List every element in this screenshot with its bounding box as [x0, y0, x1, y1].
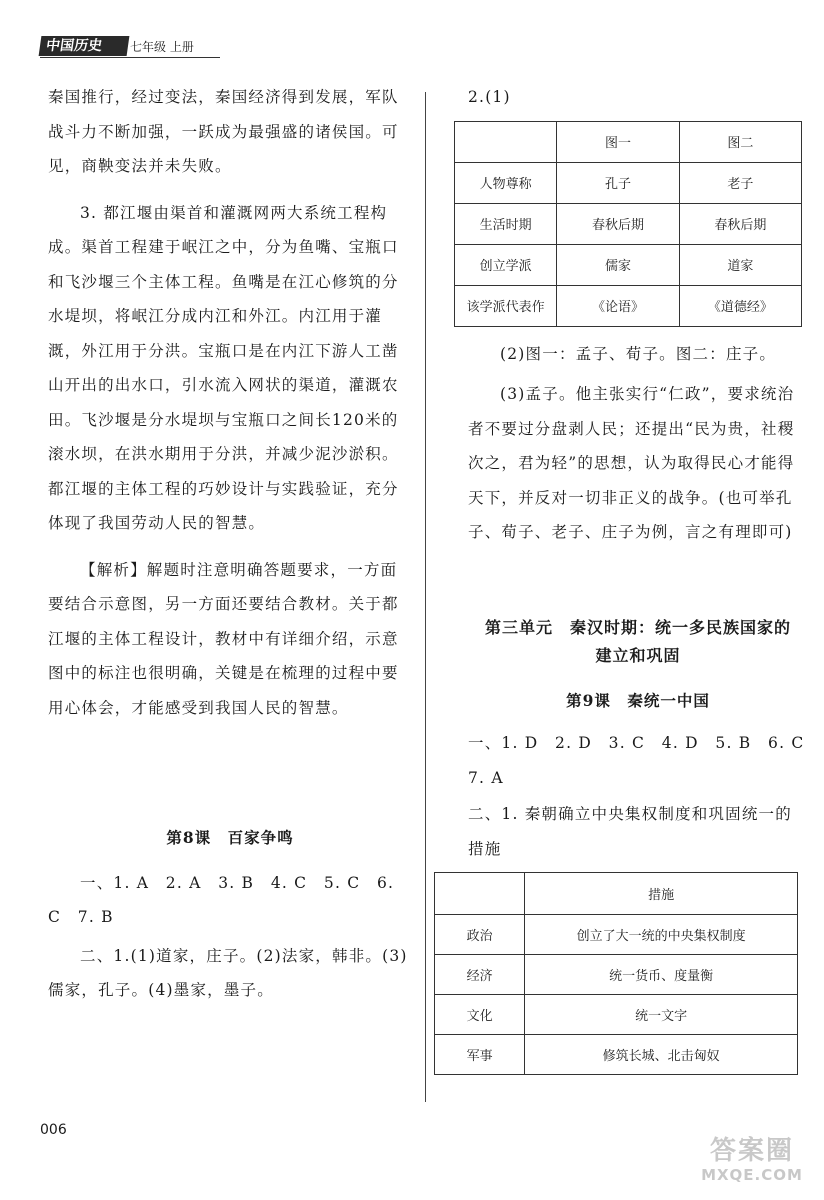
lesson-9-choice-answers: 一、1. D 2. D 3. C 4. D 5. B 6. C 7. A [468, 734, 822, 787]
table-cell: 《论语》 [557, 285, 679, 326]
table-cell: 文化 [435, 995, 525, 1035]
subject-label: 中国历史 [39, 36, 130, 56]
table-header-row [455, 121, 802, 162]
table-cell: 军事 [435, 1035, 525, 1075]
table-row [455, 244, 802, 285]
grade-label: 七年级 上册 [130, 40, 194, 54]
table-cell: 统一货币、度量衡 [525, 955, 798, 995]
table-cell: 老子 [679, 162, 801, 203]
lesson-9-q2-label: 二、1. 秦朝确立中央集权制度和巩固统一的措施 [468, 805, 792, 858]
table-cell: 儒家 [557, 244, 679, 285]
table-header-cell: 措施 [525, 873, 798, 915]
table-row [435, 1035, 798, 1075]
right-column [466, 80, 822, 1075]
table-cell: 春秋后期 [679, 203, 801, 244]
table-row [435, 995, 798, 1035]
table-cell: 政治 [435, 915, 525, 955]
thinkers-table [454, 121, 802, 327]
table-cell: 该学派代表作 [455, 285, 557, 326]
table-cell: 生活时期 [455, 203, 557, 244]
unit-3-title-line2: 建立和巩固 [595, 645, 681, 665]
table-header-cell: 图二 [679, 121, 801, 162]
table-header-cell [435, 873, 525, 915]
watermark-logo [692, 1136, 812, 1192]
table-row [455, 203, 802, 244]
table-cell: 创立学派 [455, 244, 557, 285]
table-cell: 春秋后期 [557, 203, 679, 244]
paragraph-shang-yang: 秦国推行，经过变法，秦国经济得到发展，军队战斗力不断加强，一跃成为最强盛的诸侯国。可见，商鞅变法并未失败。 [48, 88, 399, 175]
unit-3-title-line1: 第三单元 秦汉时期：统一多民族国家的 [484, 617, 791, 637]
left-column [48, 80, 412, 1008]
table-cell: 道家 [679, 244, 801, 285]
table-cell: 统一文字 [525, 995, 798, 1035]
table-header-cell: 图一 [557, 121, 679, 162]
table-header-row [435, 873, 798, 915]
table-cell: 《道德经》 [679, 285, 801, 326]
paragraph-dujiangyan: 3. 都江堰由渠首和灌溉网两大系统工程构成。渠首工程建于岷江之中，分为鱼嘴、宝瓶口和飞沙堰三个主体工程。鱼嘴是在江心修筑的分水堤坝，将岷江分成内江和外江。内江用于灌溉，外江用于分洪。宝瓶口是在内江下游人工凿山开出的出水口，引水流入网状的渠道，灌溉农田。飞沙堰是分水堤坝与宝瓶口之间长120米的滚水坝，在洪水期用于分洪，并减少泥沙淤积。都江堰的主体工程的巧妙设计与实践验证，充分体现了我国劳动人民的智慧。 [48, 203, 399, 532]
table-cell: 创立了大一统的中央集权制度 [525, 915, 798, 955]
page-number: 006 [40, 1122, 67, 1138]
table-row [435, 915, 798, 955]
q2-part2: (2)图一：孟子、荀子。图二：庄子。 [500, 344, 777, 363]
column-divider [425, 92, 426, 1102]
table-cell: 孔子 [557, 162, 679, 203]
q2-label: 2.(1) [468, 88, 511, 106]
table-row [435, 955, 798, 995]
table-cell: 经济 [435, 955, 525, 995]
table-row [455, 162, 802, 203]
lesson-9-title: 第9课 秦统一中国 [566, 690, 710, 710]
running-header [40, 36, 220, 56]
header-rule [40, 57, 220, 58]
q2-part3: (3)孟子。他主张实行“仁政”，要求统治者不要过分盘剥人民；还提出“民为贵，社稷次之，君为轻”的思想，认为取得民心才能得天下，并反对一切非正义的战争。(也可举孔子、荀子、老子、庄子为例，言之有理即可) [468, 385, 795, 541]
table-cell: 人物尊称 [455, 162, 557, 203]
watermark-logo-text: 答案圈 [709, 1136, 794, 1166]
paragraph-analysis: 【解析】解题时注意明确答题要求，一方面要结合示意图，另一方面还要结合教材。关于都江堰的主体工程设计，教材中有详细介绍，示意图中的标注也很明确，关键是在梳理的过程中要用心体会，才能感受到我国人民的智慧。 [48, 560, 399, 717]
lesson-8-choice-answers: 一、1. A 2. A 3. B 4. C 5. C 6. C 7. B [48, 873, 395, 926]
watermark-site-text: MXQE.COM [701, 1166, 803, 1184]
table-header-cell [455, 121, 557, 162]
lesson-8-title: 第8课 百家争鸣 [166, 828, 294, 847]
table-row [455, 285, 802, 326]
table-cell: 修筑长城、北击匈奴 [525, 1035, 798, 1075]
qin-measures-table [434, 872, 798, 1075]
lesson-8-q2-answers: 二、1.(1)道家，庄子。(2)法家，韩非。(3)儒家，孔子。(4)墨家，墨子。 [48, 946, 408, 999]
